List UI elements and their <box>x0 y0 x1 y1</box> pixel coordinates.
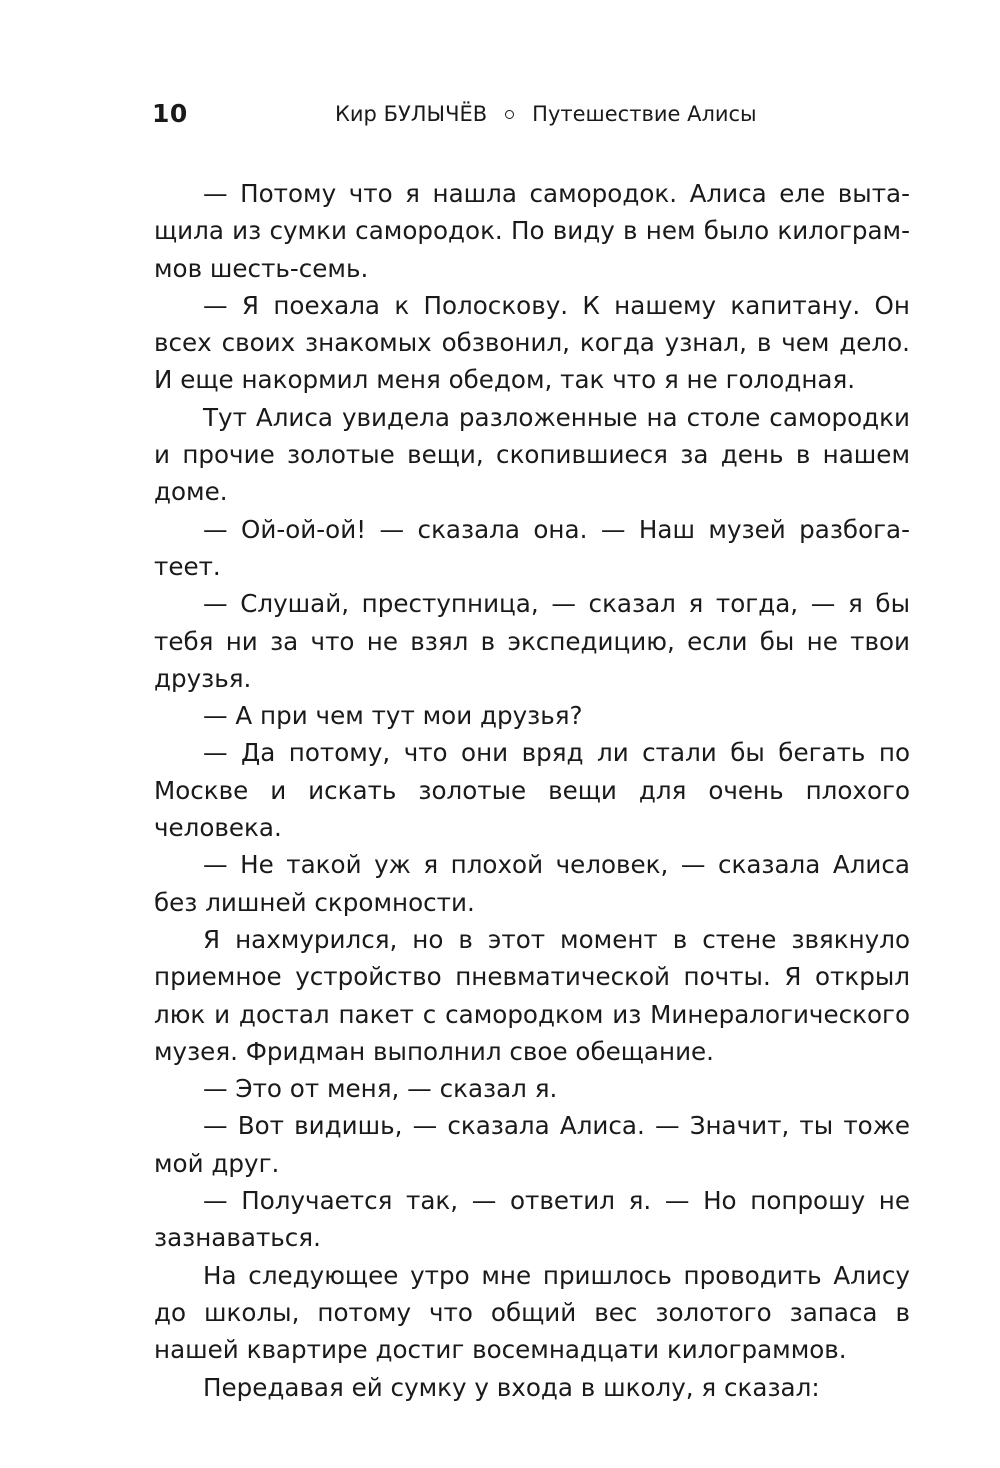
separator-circle-icon <box>505 110 514 119</box>
book-title: Путешествие Алисы <box>532 102 757 126</box>
paragraph: — Потому что я нашла самородок. Алиса еле вытащила из сумки самородок. По виду в нем было килограммов шесть-семь. <box>154 179 910 283</box>
paragraph: — Я поехала к Полоскову. К нашему капитану. Он всех своих знакомых обзвонил, когда узнал, в чем дело. И еще накормил меня обедом, так что я не голодная. <box>154 290 910 395</box>
body-text <box>154 175 910 1406</box>
paragraph: — Слушай, преступница, — сказал я тогда, — я бы тебя ни за что не взял в экспедицию, если бы не твои друзья. <box>154 589 910 693</box>
author-name: Кир БУЛЫЧЁВ <box>335 102 488 126</box>
paragraph: — Получается так, — ответил я. — Но попрошу не зазнаваться. <box>154 1186 910 1253</box>
paragraph: Я нахмурился, но в этот момент в стене звякнуло приемное устройство пневматической почты. Я открыл люк и достал пакет с самородком из Минералогического музея. Фридман выполнил свое обещание. <box>154 924 910 1066</box>
running-title <box>335 96 757 132</box>
paragraph: — Да потому, что они вряд ли стали бы бегать по Москве и искать золотые вещи для очень плохого человека. <box>154 738 910 843</box>
paragraph: — Вот видишь, — сказала Алиса. — Значит, ты тоже мой друг. <box>154 1111 910 1178</box>
paragraph: — Ой-ой-ой! — сказала она. — Наш музей разбогатеет. <box>154 514 910 581</box>
paragraph: Передавая ей сумку у входа в школу, я сказал: <box>203 1372 820 1402</box>
paragraph: Тут Алиса увидела разложенные на столе самородки и прочие золотые вещи, скопившиеся за день в нашем доме. <box>154 402 910 507</box>
running-head <box>152 96 912 132</box>
paragraph: — А при чем тут мои друзья? <box>203 701 583 731</box>
paragraph: На следующее утро мне пришлось проводить Алису до школы, потому что общий вес золотого запаса в нашей квартире достиг восемнадцати килограммов. <box>154 1260 910 1365</box>
paragraph: — Не такой уж я плохой человек, — сказала Алиса без лишней скромности. <box>154 850 910 917</box>
paragraph: — Это от меня, — сказал я. <box>203 1074 558 1104</box>
page-number: 10 <box>152 99 188 128</box>
